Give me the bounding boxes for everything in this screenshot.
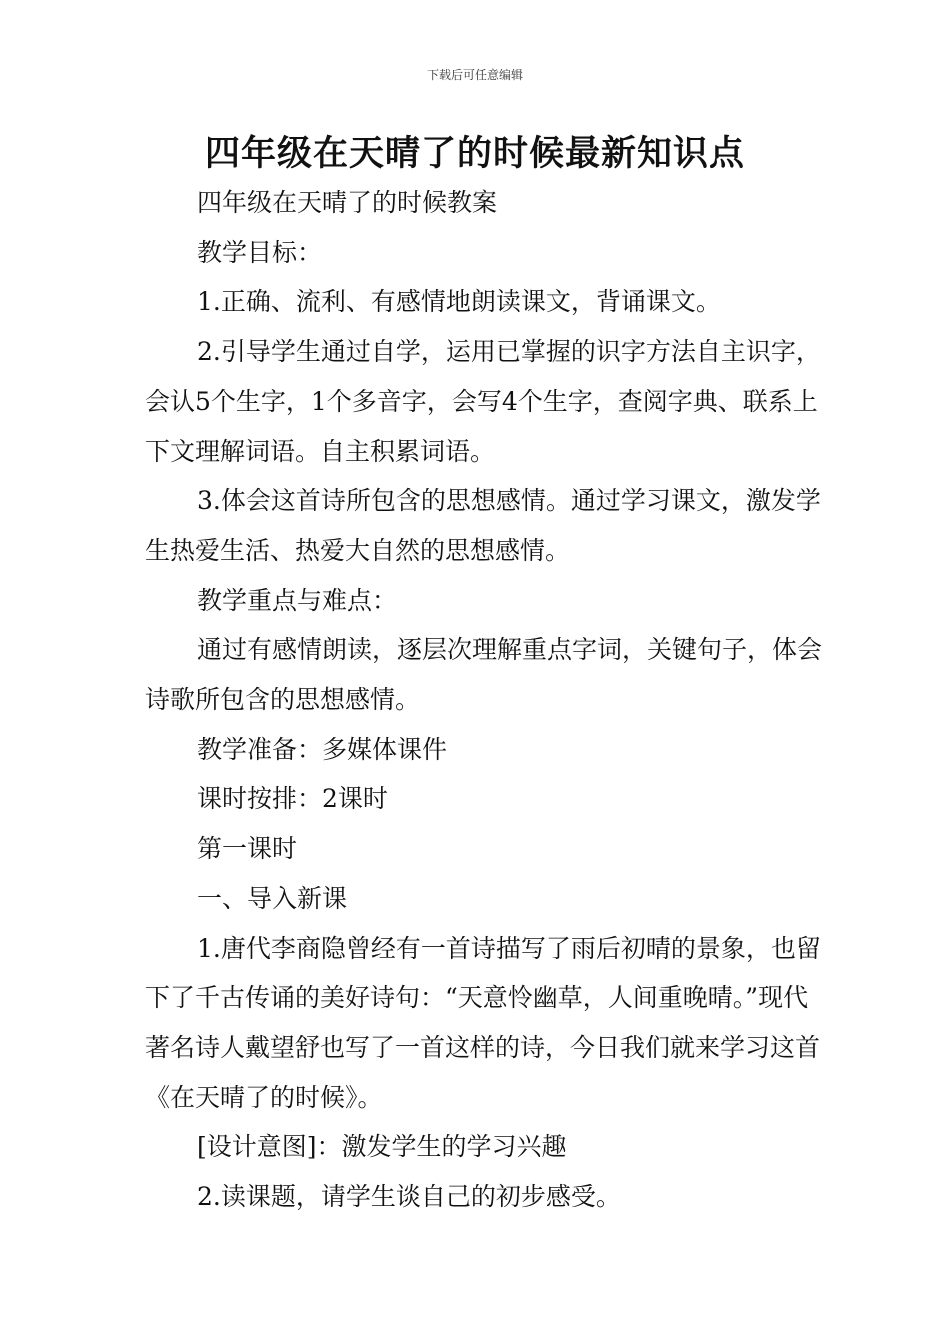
paragraph-intro-step-1: 1.唐代李商隐曾经有一首诗描写了雨后初晴的景象，也留下了千古传诵的美好诗句：“天意怜幽草，人间重晚晴。”现代著名诗人戴望舒也写了一首这样的诗，今日我们就来学习这首《在天晴了的时候》。 — [145, 933, 821, 1112]
paragraph-preparation: 教学准备：多媒体课件 — [197, 734, 448, 764]
paragraph-design-intent: [设计意图]：激发学生的学习兴趣 — [197, 1132, 567, 1162]
paragraph-goal-2: 2.引导学生通过自学，运用已掌握的识字方法自主识字，会认5个生字，1个多音字，会写4个生字，查阅字典、联系上下文理解词语。自主积累词语。 — [145, 337, 821, 466]
paragraph-key-points-heading: 教学重点与难点： — [197, 585, 398, 615]
paragraph-schedule: 课时按排：2课时 — [197, 784, 388, 814]
paragraph-goal-3: 3.体会这首诗所包含的思想感情。通过学习课文，激发学生热爱生活、热爱大自然的思想感情。 — [145, 486, 821, 565]
paragraph-teaching-goals-heading: 教学目标： — [197, 237, 323, 267]
paragraph-intro-step-2: 2.读课题，请学生谈自己的初步感受。 — [197, 1182, 621, 1212]
document-title: 四年级在天晴了的时候最新知识点 — [204, 134, 745, 174]
document-body — [145, 178, 825, 1222]
paragraph-first-lesson: 第一课时 — [197, 834, 298, 864]
header-note: 下载后可任意编辑 — [426, 68, 523, 82]
paragraph-section-intro: 一、导入新课 — [197, 883, 348, 913]
paragraph-lesson-plan-title: 四年级在天晴了的时候教案 — [197, 188, 498, 217]
paragraph-goal-1: 1.正确、流利、有感情地朗读课文，背诵课文。 — [197, 287, 721, 317]
paragraph-key-points: 通过有感情朗读，逐层次理解重点字词，关键句子，体会诗歌所包含的思想感情。 — [145, 635, 823, 715]
